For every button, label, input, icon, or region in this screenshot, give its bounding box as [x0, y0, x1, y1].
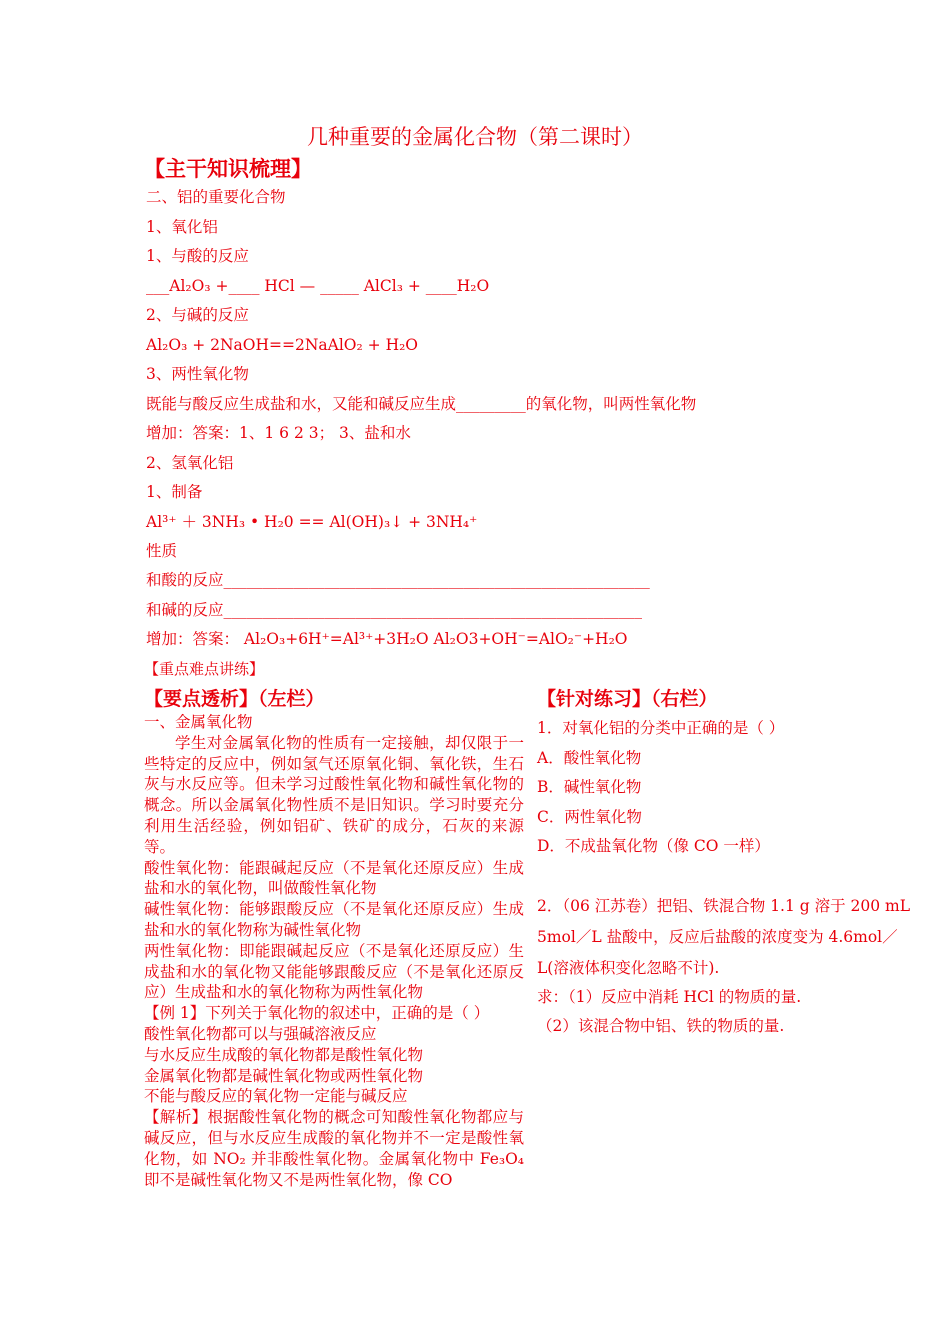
page-title: 几种重要的金属化合物（第二课时） — [307, 125, 643, 149]
sub-acid-reaction: 1、与酸的反应 — [146, 247, 249, 265]
example-option-c: 金属氧化物都是碱性氧化物或两性氧化物 — [144, 1066, 424, 1085]
equation-acid: ___Al₂O₃ +____ HCl — _____ AlCl₃ + ____H₂O — [146, 277, 490, 295]
equation-preparation: Al³⁺ ＋ 3NH₃ • H₂0 == Al(OH)₃↓ + 3NH₄⁺ — [146, 513, 478, 531]
left-column — [144, 712, 524, 1190]
example-question: 【例 1】下列关于氧化物的叙述中，正确的是（ ） — [144, 1004, 490, 1023]
amphoteric-definition: 既能与酸反应生成盐和水，又能和碱反应生成_________的氧化物，叫两性氧化物 — [146, 395, 697, 413]
left-subheading: 一、金属氧化物 — [144, 713, 253, 731]
sub-properties: 性质 — [146, 542, 178, 560]
exercise-2-line-3: L(溶液体积变化忽略不计). — [537, 959, 720, 977]
right-heading-note: （右栏） — [651, 688, 718, 710]
exercise-1-option-c: C．两性氧化物 — [537, 808, 642, 826]
example-analysis: 【解析】根据酸性氧化物的概念可知酸性氧化物都应与碱反应，但与水反应生成酸的氧化物并不一定是酸性氧化物，如 NO₂ 并非酸性氧化物。金属氧化物中 Fe₃O₄ 即不是碱性氧化物又不是两性氧化物，像 CO — [144, 1108, 524, 1189]
right-heading-label: 【针对练习】 — [537, 688, 652, 710]
example-option-b: 与水反应生成酸的氧化物都是酸性氧化物 — [144, 1045, 424, 1064]
sub-amphoteric-oxide: 3、两性氧化物 — [146, 365, 249, 383]
exercise-2-question-2: （2）该混合物中铝、铁的物质的量. — [537, 1017, 785, 1035]
exercise-1-option-d: D．不成盐氧化物（像 CO 一样） — [537, 837, 770, 855]
exercise-2-line-2: 5mol／L 盐酸中，反应后盐酸的浓度变为 4.6mol／ — [537, 928, 898, 946]
acidic-oxide-definition: 酸性氧化物：能跟碱起反应（不是氧化还原反应）生成盐和水的氧化物，叫做酸性氧化物 — [144, 858, 524, 898]
sub-aluminum-oxide: 1、氧化铝 — [146, 218, 218, 236]
sub-preparation: 1、制备 — [146, 483, 203, 501]
amphoteric-oxide-definition: 两性氧化物：即能跟碱起反应（不是氧化还原反应）生成盐和水的氧化物又能能够跟酸反应（不是氧化还原反应）生成盐和水的氧化物称为两性氧化物 — [144, 941, 524, 1002]
example-option-a: 酸性氧化物都可以与强碱溶液反应 — [144, 1024, 377, 1043]
answer-line-1: 增加：答案：1、1 6 2 3； 3、盐和水 — [146, 424, 411, 442]
equation-base: Al₂O₃ + 2NaOH==2NaAlO₂ + H₂O — [146, 336, 419, 354]
exercise-2-line-1: 2．（06 江苏卷）把铝、铁混合物 1.1 g 溶于 200 mL — [537, 897, 911, 915]
acid-reaction-blank: 和酸的反应_______________________________________________________ — [146, 571, 650, 589]
basic-oxide-definition: 碱性氧化物：能够跟酸反应（不是氧化还原反应）生成盐和水的氧化物称为碱性氧化物 — [144, 900, 524, 939]
main-heading: 【主干知识梳理】 — [144, 157, 312, 181]
exercise-1-option-a: A．酸性氧化物 — [537, 749, 642, 767]
sub-aluminum-hydroxide: 2、氢氧化铝 — [146, 454, 234, 472]
intro-paragraph: 学生对金属氧化物的性质有一定接触，却仅限于一些特定的反应中，例如氢气还原氧化铜、氧化铁，生石灰与水反应等。但未学习过酸性氧化物和碱性氧化物的概念。所以金属氧化物性质不是旧知识。学习时要充分利用生活经验，例如铝矿、铁矿的成分，石灰的来源等。 — [144, 733, 524, 856]
section-aluminum-compounds: 二、铝的重要化合物 — [146, 188, 286, 206]
sub-base-reaction: 2、与碱的反应 — [146, 306, 249, 324]
exercise-1-option-b: B．碱性氧化物 — [537, 778, 642, 796]
right-column-heading — [537, 684, 718, 711]
base-reaction-blank: 和碱的反应______________________________________________________ — [146, 601, 643, 619]
example-option-d: 不能与酸反应的氧化物一定能与碱反应 — [144, 1087, 408, 1106]
answer-line-2: 增加：答案： Al₂O₃+6H⁺=Al³⁺+3H₂O Al₂O3+OH⁻=AlO₂⁻+H₂O — [146, 630, 628, 648]
exercise-2-question-1: 求：（1）反应中消耗 HCl 的物质的量. — [537, 988, 802, 1006]
left-heading-note: （左栏） — [258, 688, 325, 710]
left-column-heading — [144, 684, 325, 711]
key-points-heading: 【重点难点讲练】 — [144, 660, 265, 678]
left-heading-label: 【要点透析】 — [144, 688, 259, 710]
exercise-1-question: 1．对氧化铝的分类中正确的是（ ） — [537, 719, 785, 737]
